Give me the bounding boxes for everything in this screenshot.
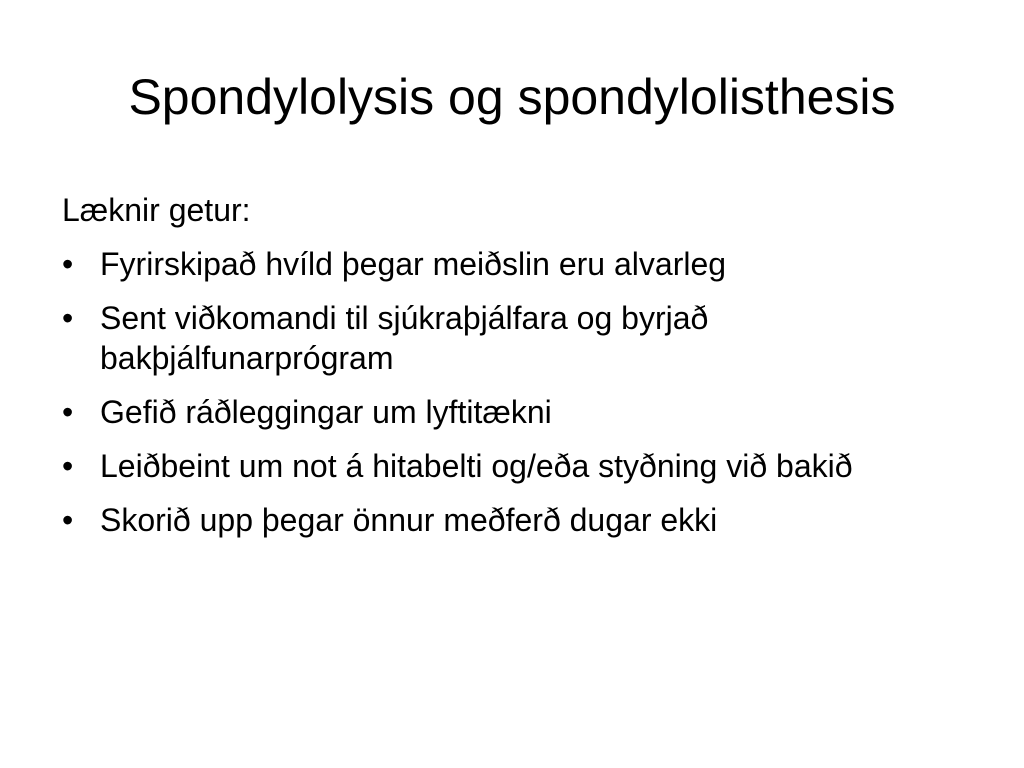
bullet-text: Skorið upp þegar önnur meðferð dugar ekki xyxy=(100,502,718,538)
bullet-text: Sent viðkomandi til sjúkraþjálfara og byrjað bakþjálfunarprógram xyxy=(100,300,709,376)
bullet-item xyxy=(62,392,962,432)
bullet-marker: • xyxy=(62,502,74,538)
intro-text: Læknir getur: xyxy=(62,192,251,228)
bullet-marker: • xyxy=(62,246,74,282)
bullet-item xyxy=(62,298,962,378)
bullet-marker: • xyxy=(62,394,74,430)
bullet-item xyxy=(62,500,962,540)
bullet-marker: • xyxy=(62,448,74,484)
bullet-item xyxy=(62,446,962,486)
bullet-list xyxy=(62,244,962,540)
slide-title: Spondylolysis og spondylolisthesis xyxy=(128,69,896,125)
bullet-text: Gefið ráðleggingar um lyftitækni xyxy=(100,394,552,430)
slide-body xyxy=(62,190,962,554)
bullet-text: Fyrirskipað hvíld þegar meiðslin eru alvarleg xyxy=(100,246,727,282)
bullet-item xyxy=(62,244,962,284)
bullet-marker: • xyxy=(62,300,74,336)
bullet-text: Leiðbeint um not á hitabelti og/eða styðning við bakið xyxy=(100,448,853,484)
